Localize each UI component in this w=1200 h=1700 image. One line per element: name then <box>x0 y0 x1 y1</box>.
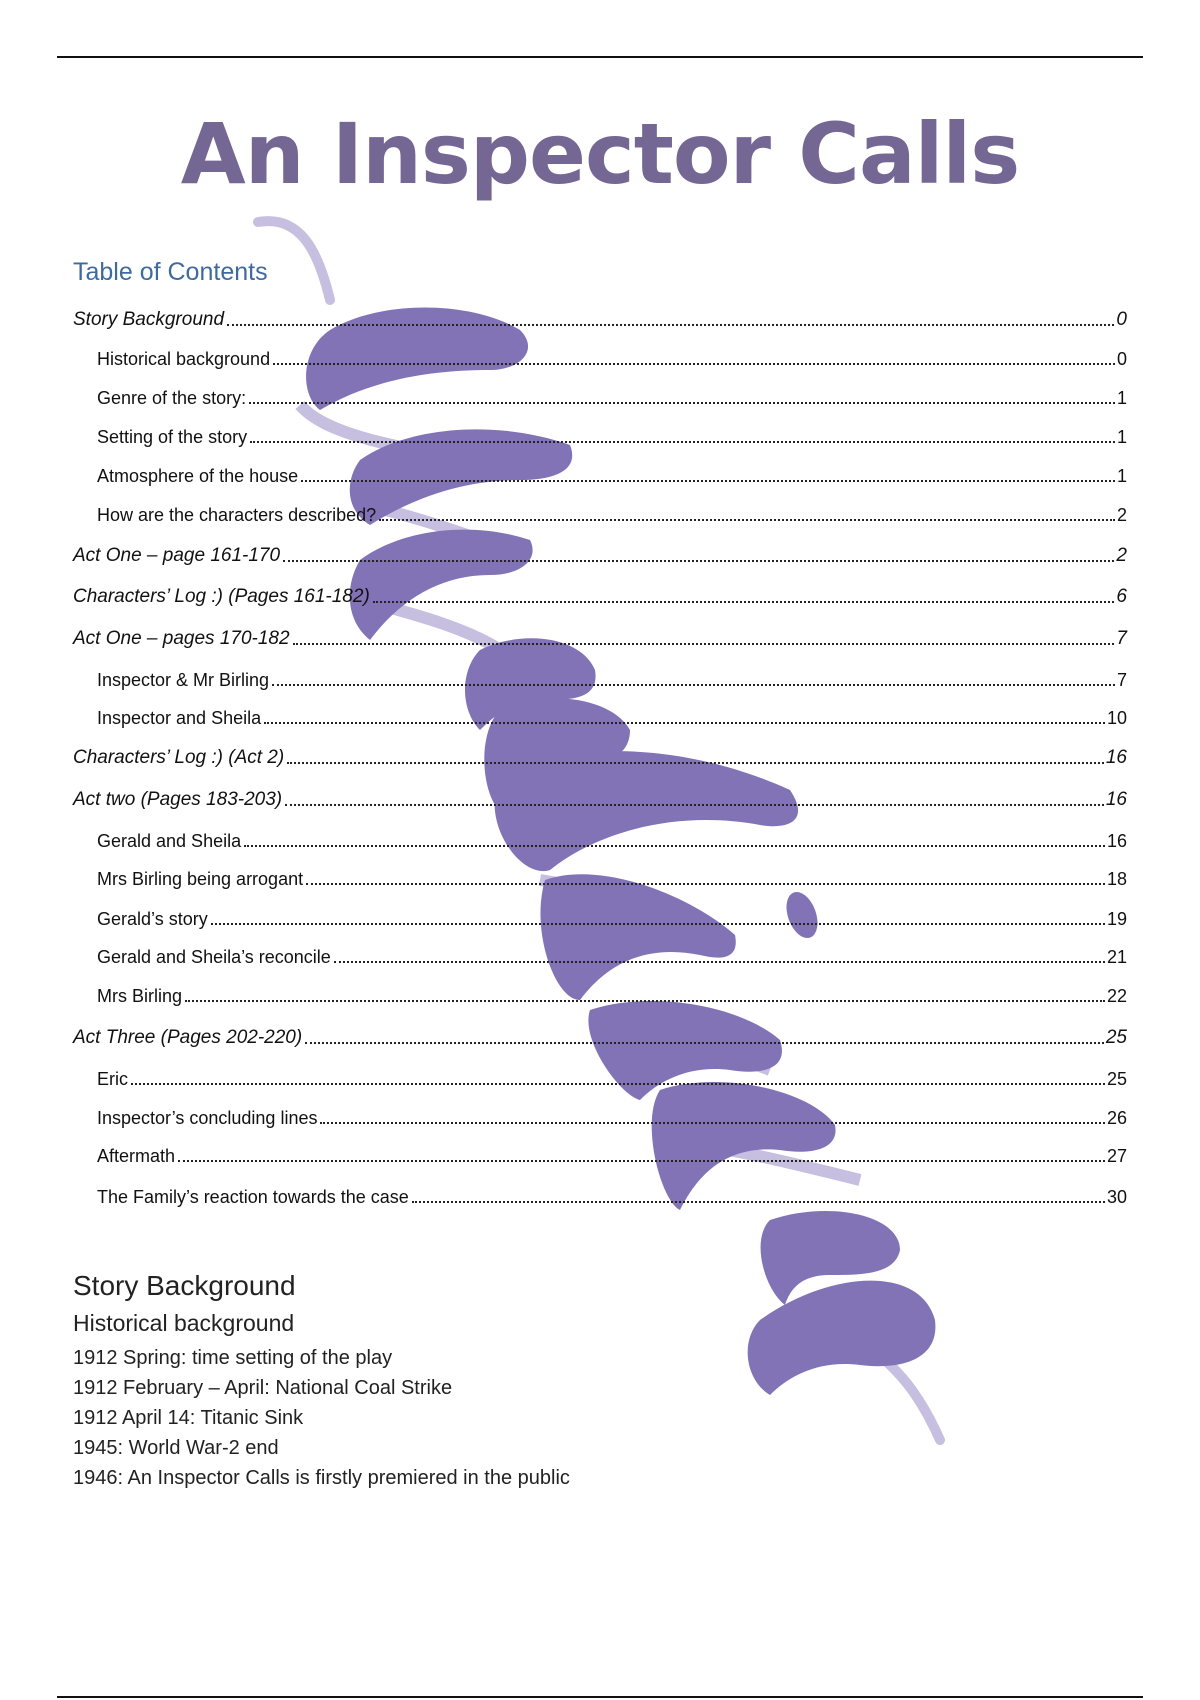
toc-entry-label: Story Background <box>73 309 225 330</box>
timeline-item: 1912 April 14: Titanic Sink <box>73 1407 304 1429</box>
toc-entry-label: Setting of the story <box>97 427 248 447</box>
toc-entry-page: 1 <box>1116 427 1127 447</box>
toc-entry-page: 21 <box>1106 947 1127 967</box>
section-heading: Story Background <box>73 1270 296 1301</box>
toc-entry-label: Gerald’s story <box>97 909 208 929</box>
toc-entry[interactable] <box>73 539 1127 567</box>
toc-entry-label: Mrs Birling being arrogant <box>97 869 304 889</box>
toc-entry[interactable] <box>73 783 1127 811</box>
toc-entry-page: 0 <box>1116 349 1127 369</box>
toc-entry-label: Act Three (Pages 202-220) <box>73 1027 303 1048</box>
toc-entry[interactable] <box>97 824 1127 852</box>
toc-leader <box>306 883 1105 885</box>
toc-entry[interactable] <box>97 979 1127 1007</box>
toc-entry-page: 6 <box>1116 586 1127 607</box>
toc-entry-label: Act One – pages 170-182 <box>73 628 290 649</box>
toc-entry-page: 7 <box>1116 670 1127 690</box>
toc-leader <box>249 402 1115 404</box>
toc-entry-page: 16 <box>1106 831 1127 851</box>
toc-entry[interactable] <box>73 580 1127 608</box>
toc-entry-page: 2 <box>1116 545 1127 566</box>
toc-entry[interactable] <box>97 701 1127 729</box>
toc-entry-page: 0 <box>1116 309 1127 330</box>
toc-entry[interactable] <box>97 1180 1127 1208</box>
toc-leader <box>244 845 1105 847</box>
toc-leader <box>293 643 1115 645</box>
toc-entry-page: 30 <box>1106 1187 1127 1207</box>
toc-leader <box>287 762 1104 764</box>
toc-entry-label: Gerald and Sheila <box>97 831 242 851</box>
toc-leader <box>283 560 1114 562</box>
bottom-rule <box>57 1696 1143 1698</box>
toc-entry[interactable] <box>73 741 1127 769</box>
toc-leader <box>273 363 1115 365</box>
toc-entry-page: 2 <box>1116 505 1127 525</box>
toc-entry-label: Historical background <box>97 349 271 369</box>
toc-entry-page: 1 <box>1116 466 1127 486</box>
toc-entry-page: 19 <box>1106 909 1127 929</box>
toc-entry-label: Inspector’s concluding lines <box>97 1108 318 1128</box>
toc-entry-label: Eric <box>97 1069 128 1089</box>
toc-leader <box>250 441 1115 443</box>
toc-entry[interactable] <box>97 420 1127 448</box>
toc-entry-label: Inspector & Mr Birling <box>97 670 270 690</box>
document-title: An Inspector Calls <box>180 105 1020 203</box>
toc-entry-label: Characters’ Log :) (Pages 161-182) <box>73 586 370 607</box>
toc-entry-page: 26 <box>1106 1108 1127 1128</box>
timeline-item: 1912 February – April: National Coal Strike <box>73 1377 453 1399</box>
toc-entry-label: Genre of the story: <box>97 388 247 408</box>
toc-entry[interactable] <box>73 303 1127 331</box>
toc-entry-page: 16 <box>1105 789 1127 810</box>
timeline-item: 1945: World War-2 end <box>73 1437 279 1459</box>
toc-leader <box>320 1122 1105 1124</box>
toc-leader <box>211 923 1105 925</box>
toc-entry[interactable] <box>97 1101 1127 1129</box>
toc-leader <box>301 480 1115 482</box>
toc-leader <box>373 601 1115 603</box>
toc-entry-page: 18 <box>1106 869 1127 889</box>
toc-leader <box>272 684 1115 686</box>
toc-entry[interactable] <box>97 498 1127 526</box>
story-background-section <box>73 1270 570 1493</box>
toc-entry[interactable] <box>97 1062 1127 1090</box>
timeline-list <box>73 1343 570 1493</box>
toc-entry-page: 25 <box>1105 1027 1127 1048</box>
timeline-item: 1946: An Inspector Calls is firstly premiered in the public <box>73 1467 570 1489</box>
toc-entry-page: 7 <box>1116 628 1127 649</box>
toc-entry-page: 25 <box>1106 1069 1127 1089</box>
subsection-heading: Historical background <box>73 1310 295 1336</box>
toc-leader <box>185 1000 1105 1002</box>
toc-entry[interactable] <box>97 940 1127 968</box>
toc-entry-label: How are the characters described? <box>97 505 377 525</box>
toc-entry-label: Atmosphere of the house <box>97 466 299 486</box>
toc-entry[interactable] <box>97 381 1127 409</box>
toc-entry[interactable] <box>97 862 1127 890</box>
toc-heading: Table of Contents <box>73 258 268 286</box>
toc-leader <box>285 804 1104 806</box>
toc-entry-page: 16 <box>1105 747 1127 768</box>
toc-leader <box>412 1201 1105 1203</box>
toc-entry-label: Characters’ Log :) (Act 2) <box>73 747 285 768</box>
toc-entry-label: Aftermath <box>97 1146 176 1166</box>
toc-entry[interactable] <box>97 663 1127 691</box>
toc-entry-label: Gerald and Sheila’s reconcile <box>97 947 331 967</box>
toc-leader <box>264 722 1105 724</box>
toc-entry[interactable] <box>73 1021 1127 1049</box>
toc-entry-label: Inspector and Sheila <box>97 708 262 728</box>
toc-leader <box>379 519 1115 521</box>
toc-entry-page: 22 <box>1106 986 1127 1006</box>
toc-leader <box>178 1160 1105 1162</box>
toc-entry-label: The Family’s reaction towards the case <box>97 1187 409 1207</box>
toc-leader <box>334 961 1105 963</box>
toc-entry[interactable] <box>97 902 1127 930</box>
toc-entry-page: 10 <box>1106 708 1127 728</box>
timeline-item: 1912 Spring: time setting of the play <box>73 1347 393 1369</box>
toc-leader <box>131 1083 1105 1085</box>
toc-leader <box>305 1042 1104 1044</box>
toc-entry-label: Act One – page 161-170 <box>73 545 281 566</box>
toc-entry-page: 27 <box>1106 1146 1127 1166</box>
toc-entry[interactable] <box>73 622 1127 650</box>
toc-entry[interactable] <box>97 342 1127 370</box>
toc-entry-label: Act two (Pages 183-203) <box>73 789 283 810</box>
toc-entry[interactable] <box>97 1139 1127 1167</box>
toc-entry-page: 1 <box>1116 388 1127 408</box>
toc-leader <box>227 324 1114 326</box>
toc-entry[interactable] <box>97 459 1127 487</box>
toc-entry-label: Mrs Birling <box>97 986 183 1006</box>
